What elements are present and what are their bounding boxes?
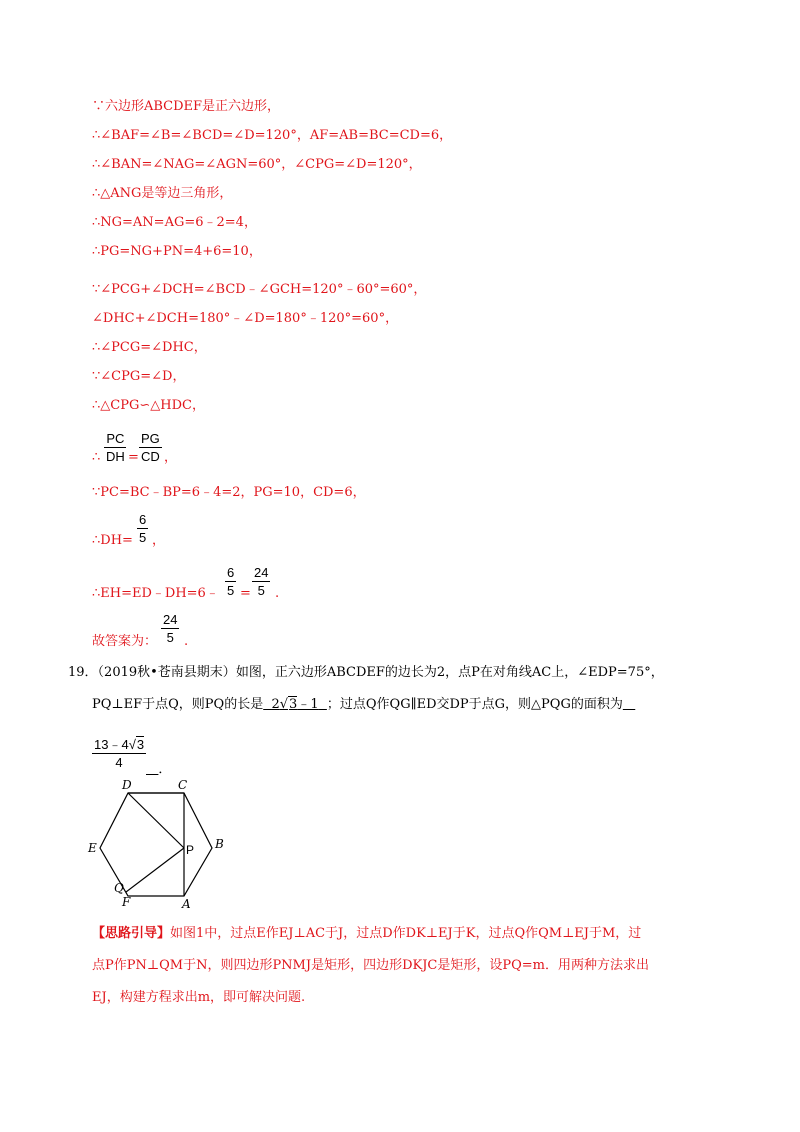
label-b: B [215, 837, 224, 851]
ratio-equals: = [128, 450, 139, 465]
label-q: Q [114, 881, 124, 895]
fraction-pc-dh [104, 431, 127, 464]
values-line: ∵PC=BC﹣BP=6﹣4=2，PG=10，CD=6， [92, 485, 366, 500]
fraction-numerator: 6 [227, 565, 235, 580]
fraction-denominator: CD [141, 449, 160, 464]
answer-1-coefficient: 2 [271, 697, 280, 712]
answer-2-fraction [92, 737, 146, 770]
answer-1-radicand: 3 [289, 697, 298, 712]
segment-dp [128, 793, 184, 848]
problem-number: 19． [68, 665, 98, 680]
fraction-denominator: 5 [227, 583, 235, 598]
label-e: E [88, 841, 97, 855]
fraction-numerator: PG [141, 431, 160, 446]
label-f: F [122, 895, 131, 908]
fraction-numerator: 24 [254, 565, 269, 580]
ratio-suffix: ， [164, 450, 178, 465]
fraction-pg-cd [139, 431, 162, 464]
solution-line-4: ∴△ANG是等边三角形， [92, 186, 233, 201]
solution-line-8: ∠DHC+∠DCH=180°﹣∠D=180°﹣120°=60°， [92, 311, 399, 326]
fraction-denominator: 5 [139, 530, 147, 545]
problem-text-2b: ；过点Q作QG∥ED交DP于点G，则△PQG的面积为 [326, 697, 623, 712]
label-d: D [122, 778, 132, 792]
solution-line-2: ∴∠BAF=∠B=∠BCD=∠D=120°，AF=AB=BC=CD=6， [92, 128, 453, 143]
answer-blank-2-start [623, 697, 635, 712]
hint-tag: 【思路引导】 [92, 926, 171, 941]
hint-line-3: EJ，构建方程求出m，即可解决问题. [92, 990, 306, 1005]
answer-suffix: . [184, 634, 189, 649]
solution-line-11: ∴△CPG∽△HDC， [92, 398, 205, 413]
dh-prefix: ∴DH= [92, 533, 133, 548]
ratio-prefix: ∴ [92, 450, 101, 465]
solution-line-5: ∴NG=AN=AG=6﹣2=4， [92, 215, 257, 230]
fraction-6-5 [137, 512, 148, 545]
hint-text-1: 如图1中，过点E作EJ⊥AC于J，过点D作DK⊥EJ于K，过点Q作QM⊥EJ于M，过 [170, 926, 642, 941]
answer-2-end: ． [158, 762, 172, 777]
solution-line-1: ∵六边形ABCDEF是正六边形， [92, 99, 281, 114]
solution-line-6: ∴PG=NG+PN=4+6=10， [92, 244, 262, 259]
fraction-24-5 [252, 565, 270, 598]
segment-qp [126, 848, 184, 892]
label-c: C [178, 778, 188, 792]
fraction-numerator: 13﹣4√3 [94, 737, 145, 752]
problem-source: （2019秋•苍南县期末） [97, 665, 236, 680]
problem-text-2a: PQ⊥EF于点Q，则PQ的长是 [92, 697, 264, 712]
fraction-denominator: 5 [257, 583, 265, 598]
fraction-denominator: DH [106, 449, 125, 464]
fraction-6-5 [225, 565, 236, 598]
solution-line-7: ∵∠PCG+∠DCH=∠BCD﹣∠GCH=120°﹣60°=60°， [92, 282, 427, 297]
hint-line-1 [92, 926, 641, 942]
fraction-denominator: 5 [166, 630, 174, 645]
fraction-numerator: 6 [139, 512, 147, 527]
answer-1-constant: ﹣1 [297, 697, 319, 712]
fraction-numerator: 24 [163, 612, 178, 627]
solution-line-10: ∵∠CPG=∠D， [92, 369, 186, 384]
problem-line-2 [92, 697, 635, 713]
hint-line-2: 点P作PN⊥QM于N，则四边形PNMJ是矩形，四边形DKJC是矩形，设PQ=m．用两种方法求出 [92, 958, 650, 973]
fraction-24-5 [161, 612, 179, 645]
solution-line-3: ∴∠BAN=∠NAG=∠AGN=60°，∠CPG=∠D=120°， [92, 157, 422, 172]
problem-line-1 [68, 665, 664, 681]
label-a: A [182, 897, 191, 908]
eh-prefix: ∴EH=ED﹣DH=6﹣ [92, 586, 219, 601]
answer-blank-2-end [146, 762, 171, 778]
hexagon-figure [84, 778, 244, 908]
dh-suffix: ， [152, 533, 166, 548]
eh-equals: = [240, 586, 251, 601]
answer-2-numerator-prefix: 13﹣4 [94, 737, 129, 752]
answer-prefix: 故答案为： [92, 634, 158, 649]
solution-line-9: ∴∠PCG=∠DHC， [92, 340, 207, 355]
label-p: P [186, 843, 195, 857]
fraction-denominator: 4 [115, 755, 123, 770]
fraction-numerator: PC [106, 431, 125, 446]
answer-blank-1: 2√3﹣1 [271, 697, 319, 712]
answer-2-radicand: 3 [136, 737, 145, 752]
eh-suffix: . [275, 586, 280, 601]
problem-text-1: 如图，正六边形ABCDEF的边长为2，点P在对角线AC上，∠EDP=75°， [235, 665, 664, 680]
